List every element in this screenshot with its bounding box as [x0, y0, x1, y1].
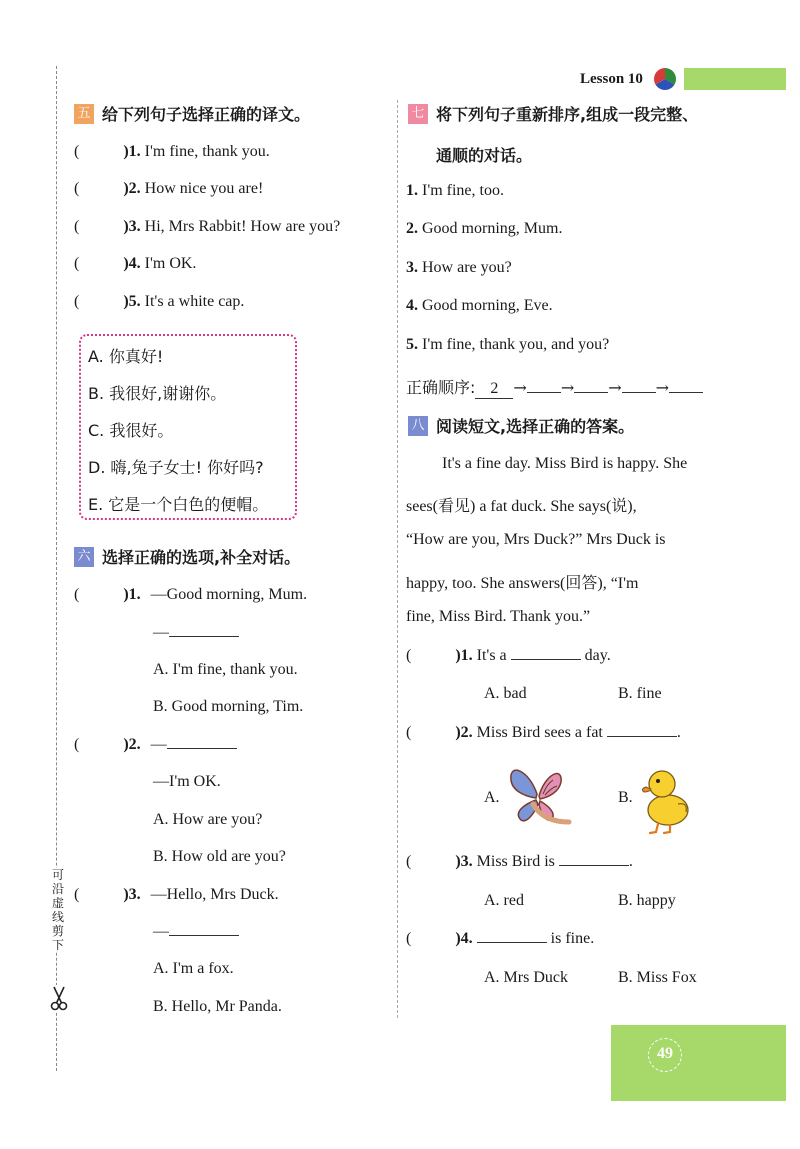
choice-8-3-a: A. red — [484, 892, 524, 909]
passage-line: “How are you, Mrs Duck?” Mrs Duck is — [406, 531, 666, 548]
order-slot-3[interactable] — [574, 376, 608, 393]
choice-8-2-a: A. — [484, 789, 500, 806]
duck-image — [638, 760, 692, 836]
order-slot-4[interactable] — [622, 376, 656, 393]
question-6-1: ( )1. —Good morning, Mum. — [74, 586, 308, 603]
option-d: D. 嗨,兔子女士! 你好吗? — [88, 458, 264, 477]
arrow-icon: → — [560, 378, 575, 397]
option-b: B. 我很好,谢谢你。 — [88, 384, 227, 403]
option-a: A. 你真好! — [88, 347, 164, 366]
option-e: E. 它是一个白色的便帽。 — [88, 495, 269, 514]
lesson-label: Lesson 10 — [580, 71, 643, 87]
arrow-icon: → — [513, 378, 527, 397]
passage-line: fine, Miss Bird. Thank you.” — [406, 608, 591, 625]
section-6-heading — [74, 545, 300, 568]
cut-instruction: 可沿虚线剪下 — [51, 868, 64, 952]
section-6-title: 选择正确的选项,补全对话。 — [102, 548, 301, 567]
list-item: 3. How are you? — [406, 259, 512, 276]
list-item: ( )4. I'm OK. — [74, 255, 197, 272]
answer-blank[interactable] — [607, 735, 677, 737]
choice-8-4-a: A. Mrs Duck — [484, 969, 568, 986]
answer-blank-6-1[interactable]: — — [153, 624, 239, 642]
list-item: 2. Good morning, Mum. — [406, 220, 563, 237]
answer-blank-6-3[interactable]: — — [153, 923, 239, 941]
reply-6-2: —I'm OK. — [153, 773, 221, 790]
list-item: ( )1. I'm fine, thank you. — [74, 143, 270, 160]
arrow-icon: → — [608, 378, 622, 397]
order-slot-1[interactable]: 2 — [475, 380, 513, 399]
page-number: 49 — [657, 1045, 673, 1062]
question-8-2: ( )2. Miss Bird sees a fat . — [406, 724, 681, 741]
answer-blank[interactable] — [511, 658, 581, 660]
passage-line: sees(看见) a fat duck. She says(说), — [406, 498, 637, 515]
question-6-3: ( )3. —Hello, Mrs Duck. — [74, 886, 279, 903]
answer-blank[interactable] — [559, 864, 629, 866]
choice-6-1-b: B. Good morning, Tim. — [153, 698, 304, 715]
section-7-title-line2: 通顺的对话。 — [436, 146, 533, 165]
section-5-heading — [74, 102, 310, 125]
section-7-badge: 七 — [408, 104, 428, 124]
section-5-badge: 五 — [74, 104, 94, 124]
list-item: 1. I'm fine, too. — [406, 182, 504, 199]
answer-blank[interactable] — [477, 941, 547, 943]
list-item: 4. Good morning, Eve. — [406, 297, 553, 314]
choice-8-1-b: B. fine — [618, 685, 662, 702]
list-item: ( )5. It's a white cap. — [74, 293, 245, 310]
question-8-1: ( )1. It's a day. — [406, 647, 611, 664]
section-7-heading — [408, 102, 698, 125]
list-item: ( )2. How nice you are! — [74, 180, 264, 197]
choice-8-4-b: B. Miss Fox — [618, 969, 697, 986]
arrow-icon: → — [655, 378, 670, 397]
order-label: 正确顺序: — [406, 378, 476, 397]
section-8-heading — [408, 414, 634, 437]
order-slot-5[interactable] — [669, 376, 703, 393]
choice-6-2-b: B. How old are you? — [153, 848, 286, 865]
header-green-bar — [684, 68, 786, 90]
question-8-3: ( )3. Miss Bird is . — [406, 853, 633, 870]
order-slot-2[interactable] — [527, 376, 561, 393]
section-6-badge: 六 — [74, 547, 94, 567]
passage-line: It's a fine day. Miss Bird is happy. She — [442, 455, 688, 472]
list-item: ( )3. Hi, Mrs Rabbit! How are you? — [74, 218, 341, 235]
choice-6-3-b: B. Hello, Mr Panda. — [153, 998, 282, 1015]
scissors-icon — [49, 985, 69, 1011]
choice-8-1-a: A. bad — [484, 685, 527, 702]
column-divider — [397, 100, 398, 1018]
section-8-title: 阅读短文,选择正确的答案。 — [436, 417, 635, 436]
choice-8-2-b: B. — [618, 789, 633, 806]
section-5-title: 给下列句子选择正确的译文。 — [102, 105, 311, 124]
choice-6-3-a: A. I'm a fox. — [153, 960, 234, 977]
choice-8-3-b: B. happy — [618, 892, 676, 909]
question-8-4: ( )4. is fine. — [406, 930, 595, 947]
passage-line: happy, too. She answers(回答), “I'm — [406, 575, 639, 592]
section-7-title-line1: 将下列句子重新排序,组成一段完整、 — [436, 105, 699, 124]
choice-6-1-a: A. I'm fine, thank you. — [153, 661, 298, 678]
butterfly-image — [503, 760, 575, 834]
choice-6-2-a: A. How are you? — [153, 811, 263, 828]
order-answer-row — [406, 375, 703, 399]
color-ball-icon — [653, 67, 677, 91]
option-c: C. 我很好。 — [88, 421, 174, 440]
list-item: 5. I'm fine, thank you, and you? — [406, 336, 610, 353]
question-6-2: ( )2. — — [74, 736, 237, 754]
section-8-badge: 八 — [408, 416, 428, 436]
page-number-block — [611, 1025, 786, 1101]
